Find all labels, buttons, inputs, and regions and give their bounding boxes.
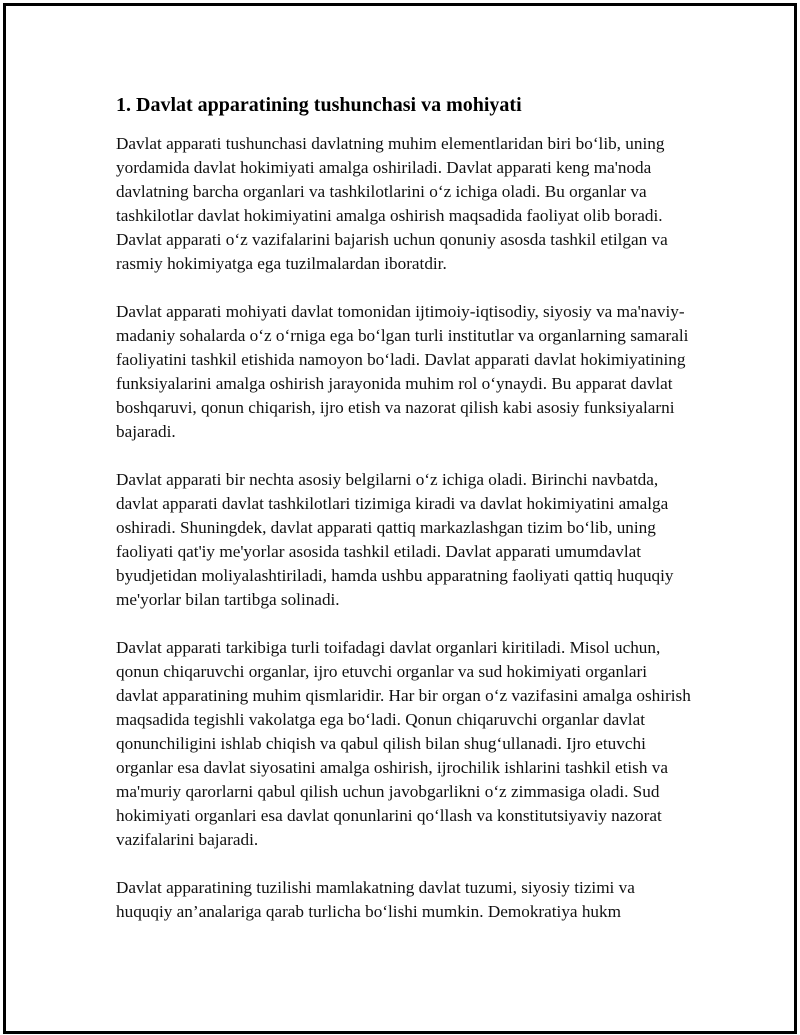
paragraph-4: Davlat apparati tarkibiga turli toifadagi davlat organlari kiritiladi. Misol uchun, qonun chiqaruvchi organlar, ijro etuvchi organlar va sud hokimiyati organlari davlat apparatining muhim qismlaridir. Har bir organ o‘z vazifasini amalga oshirish maqsadida tegishli vakolatga ega bo‘ladi. Qonun chiqaruvchi organlar davlat qonunchiligini ishlab chiqish va qabul qilish bilan shug‘ullanadi. Ijro etuvchi organlar esa davlat siyosatini amalga oshirish, ijrochilik ishlarini tashkil etish va ma'muriy qarorlarni qabul qilish uchun javobgarlikni o‘z zimmasiga oladi. Sud hokimiyati organlari esa davlat qonunlarini qo‘llash va konstitutsiyaviy nazorat vazifalarini bajaradi. — [116, 638, 691, 849]
paragraph-2: Davlat apparati mohiyati davlat tomonidan ijtimoiy-iqtisodiy, siyosiy va ma'naviy-madaniy sohalarda o‘z o‘rniga ega bo‘lgan turli institutlar va organlarning samarali faoliyatini tashkil etishida namoyon bo‘ladi. Davlat apparati davlat hokimiyatining funksiyalarini amalga oshirish jarayonida muhim rol o‘ynaydi. Bu apparat davlat boshqaruvi, qonun chiqarish, ijro etish va nazorat qilish kabi asosiy funksiyalarni bajaradi. — [116, 302, 689, 441]
document-body — [116, 92, 691, 948]
paragraph-5: Davlat apparatining tuzilishi mamlakatning davlat tuzumi, siyosiy tizimi va huquqiy an’analariga qarab turlicha bo‘lishi mumkin. Demokratiya hukm — [116, 878, 635, 921]
paragraph-1: Davlat apparati tushunchasi davlatning muhim elementlaridan biri bo‘lib, uning yordamida davlat hokimiyati amalga oshiriladi. Davlat apparati keng ma'noda davlatning barcha organlari va tashkilotlarini o‘z ichiga oladi. Bu organlar va tashkilotlar davlat hokimiyatini amalga oshirish maqsadida faoliyat olib boradi. Davlat apparati o‘z vazifalarini bajarish uchun qonuniy asosda tashkil etilgan va rasmiy hokimiyatga ega tuzilmalardan iboratdir. — [116, 134, 668, 273]
section-heading: 1. Davlat apparatining tushunchasi va mohiyati — [116, 94, 522, 116]
paragraph-3: Davlat apparati bir nechta asosiy belgilarni o‘z ichiga oladi. Birinchi navbatda, davlat apparati davlat tashkilotlari tizimiga kiradi va davlat hokimiyatini amalga oshiradi. Shuningdek, davlat apparati qattiq markazlashgan tizim bo‘lib, uning faoliyati qat'iy me'yorlar asosida tashkil etiladi. Davlat apparati umumdavlat byudjetidan moliyalashtiriladi, hamda ushbu apparatning faoliyati qattiq huquqiy me'yorlar bilan tartibga solinadi. — [116, 470, 674, 609]
